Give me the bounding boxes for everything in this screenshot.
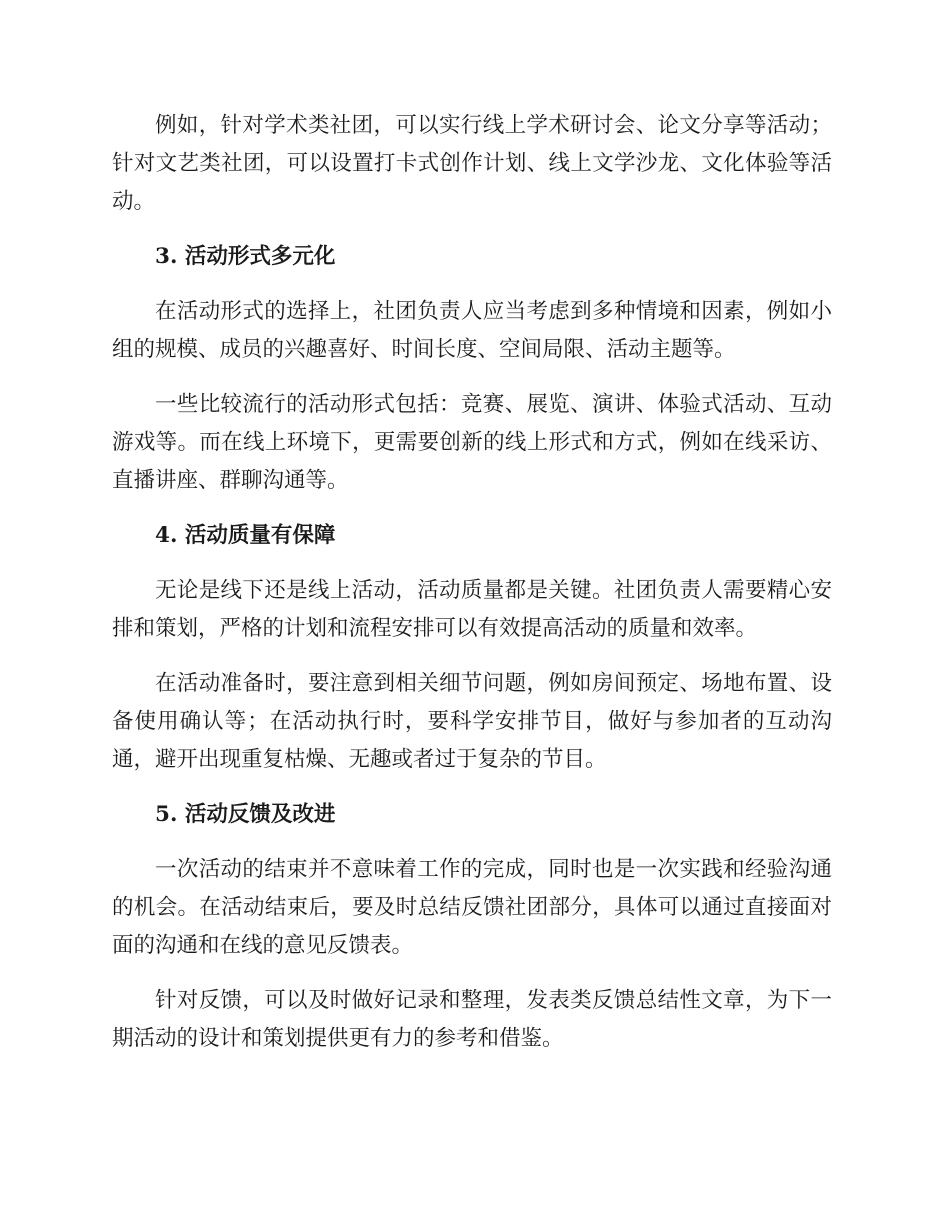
paragraph: 在活动准备时，要注意到相关细节问题，例如房间预定、场地布置、设备使用确认等；在活动执行时，要科学安排节目，做好与参加者的互动沟通，避开出现重复枯燥、无趣或者过于复杂的节目。 [112, 671, 832, 772]
section-heading: 4. 活动质量有保障 [155, 523, 336, 548]
section-heading: 5. 活动反馈及改进 [155, 802, 336, 827]
paragraph: 针对反馈，可以及时做好记录和整理，发表类反馈总结性文章，为下一期活动的设计和策划提供更有力的参考和借鉴。 [112, 988, 832, 1051]
paragraph: 在活动形式的选择上，社团负责人应当考虑到多种情境和因素，例如小组的规模、成员的兴趣喜好、时间长度、空间局限、活动主题等。 [112, 299, 832, 362]
section-heading: 3. 活动形式多元化 [155, 244, 336, 269]
paragraph: 无论是线下还是线上活动，活动质量都是关键。社团负责人需要精心安排和策划，严格的计划和流程安排可以有效提高活动的质量和效率。 [112, 578, 832, 641]
paragraph: 一些比较流行的活动形式包括：竞赛、展览、演讲、体验式活动、互动游戏等。而在线上环境下，更需要创新的线上形式和方式，例如在线采访、直播讲座、群聊沟通等。 [112, 392, 832, 493]
document-body [112, 107, 832, 1075]
paragraph: 一次活动的结束并不意味着工作的完成，同时也是一次实践和经验沟通的机会。在活动结束后，要及时总结反馈社团部分，具体可以通过直接面对面的沟通和在线的意见反馈表。 [112, 857, 832, 958]
paragraph: 例如，针对学术类社团，可以实行线上学术研讨会、论文分享等活动；针对文艺类社团，可以设置打卡式创作计划、线上文学沙龙、文化体验等活动。 [112, 113, 832, 214]
